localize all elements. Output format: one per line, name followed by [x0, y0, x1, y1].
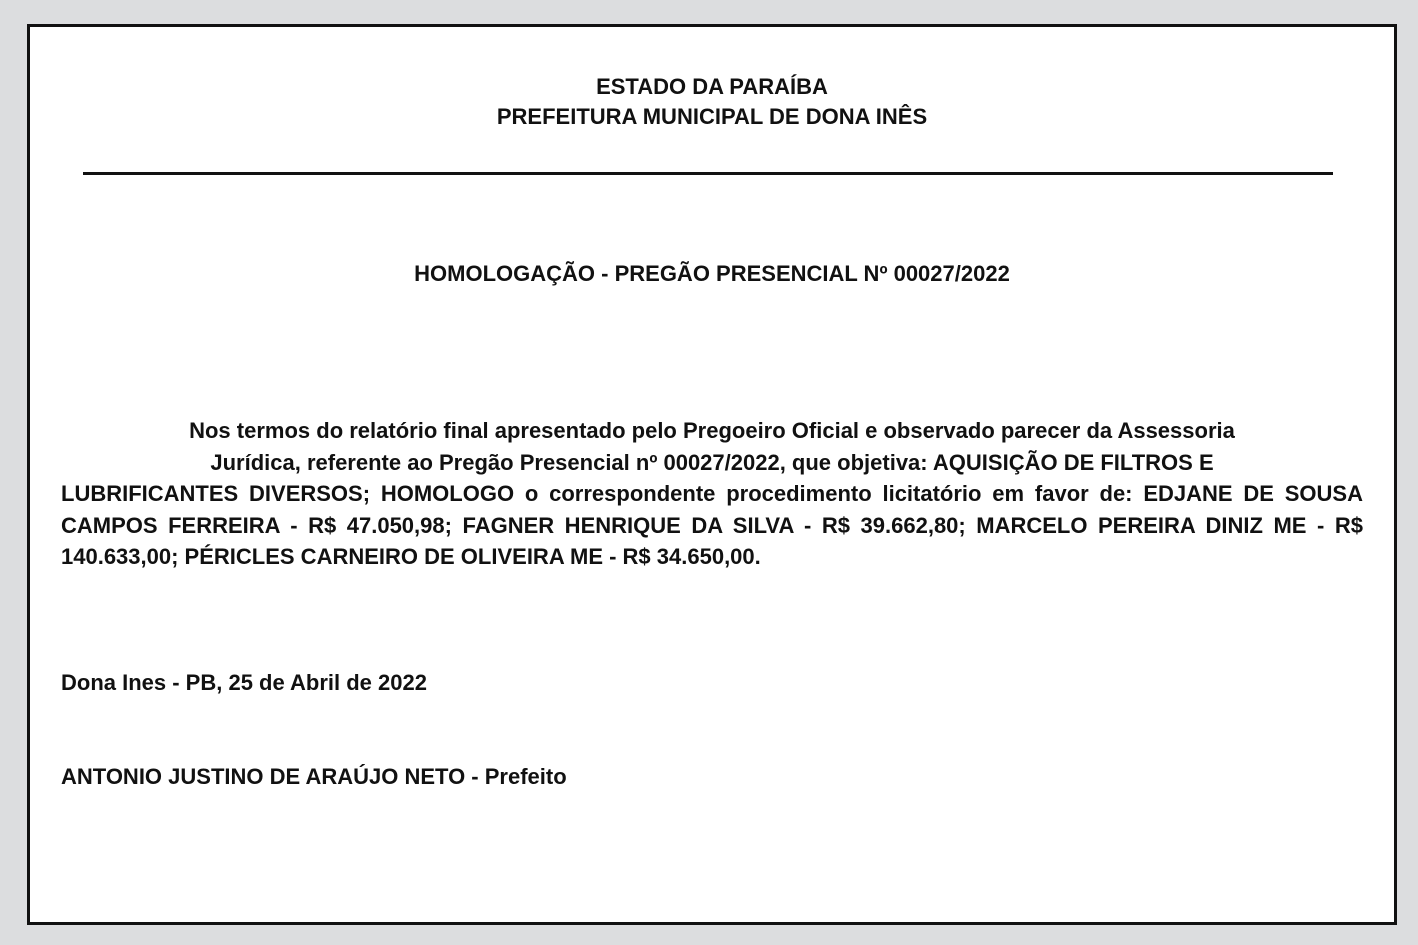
notice-title: HOMOLOGAÇÃO - PREGÃO PRESENCIAL Nº 00027/2022	[414, 261, 1010, 286]
issuer-header	[30, 72, 1394, 132]
state-name: ESTADO DA PARAÍBA	[596, 74, 828, 99]
body-lead-line-2: Jurídica, referente ao Pregão Presencial nº 00027/2022, que objetiva: AQUISIÇÃO DE FILTROS E	[210, 449, 1214, 475]
municipality-name: PREFEITURA MUNICIPAL DE DONA INÊS	[496, 104, 928, 129]
body-lead-line-1: Nos termos do relatório final apresentado pelo Pregoeiro Oficial e observado parecer da Assessoria	[189, 418, 1235, 443]
header-divider	[83, 172, 1333, 175]
signatory: ANTONIO JUSTINO DE ARAÚJO NETO - Prefeito	[61, 764, 567, 789]
place-and-date: Dona Ines - PB, 25 de Abril de 2022	[61, 670, 427, 695]
notice-frame	[27, 24, 1397, 925]
body-paragraph: LUBRIFICANTES DIVERSOS; HOMOLOGO o correspondente procedimento licitatório em favor de: EDJANE DE SOUSA CAMPOS FERREIRA - R$ 47.050,98; FAGNER HENRIQUE DA SILVA - R$ 39.662,80; MARCELO PEREIRA DINIZ ME - R$ 140.633,00; PÉRICLES CARNEIRO DE OLIVEIRA ME - R$ 34.650,00.	[61, 481, 1363, 569]
notice-body	[61, 415, 1363, 573]
